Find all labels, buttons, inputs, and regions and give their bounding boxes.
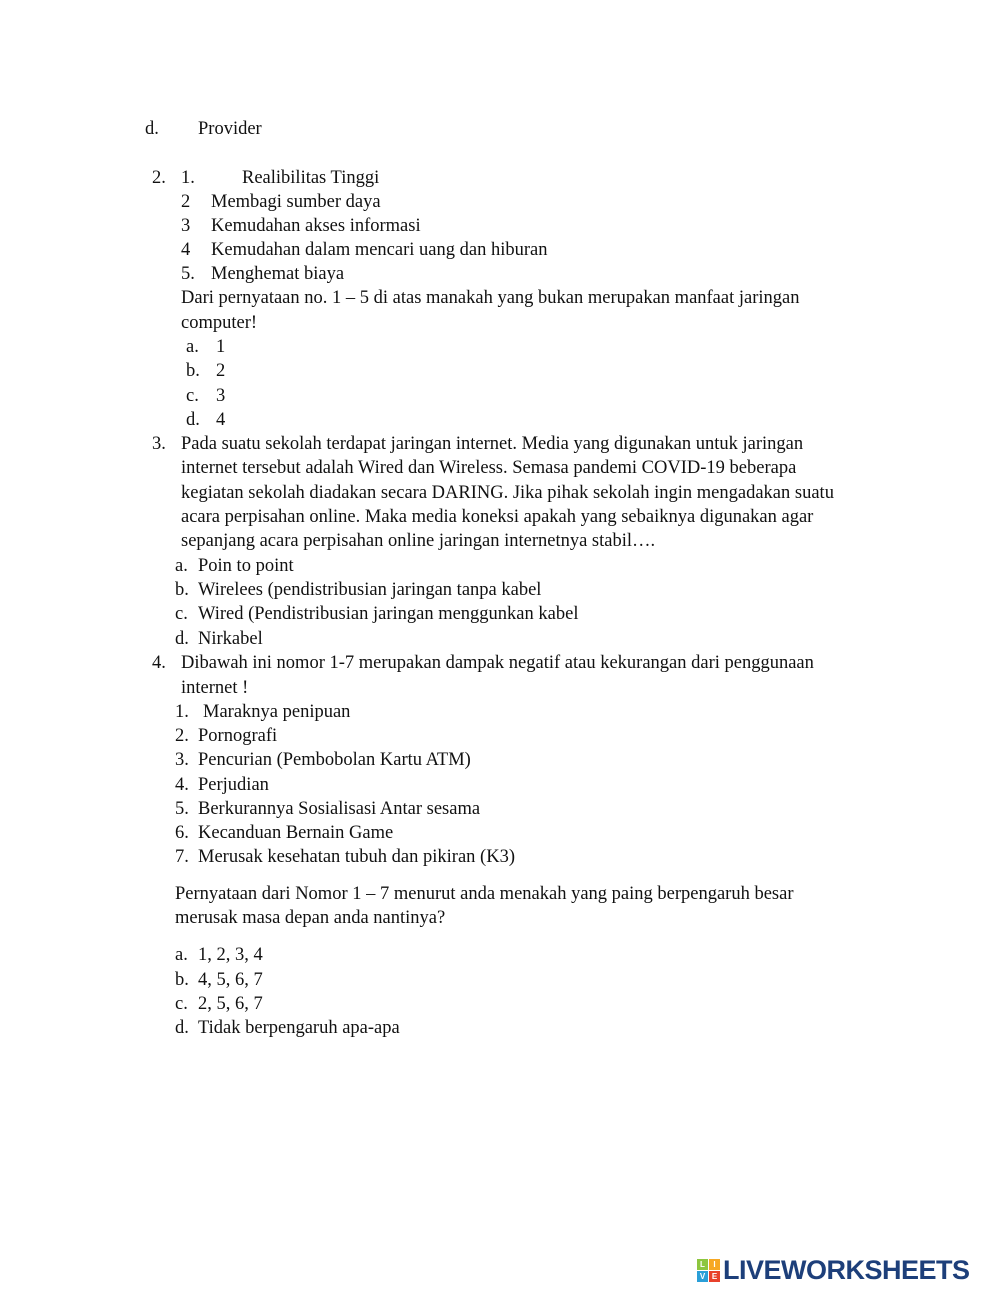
- statement-number: 6.: [175, 823, 189, 843]
- question-text: acara perpisahan online. Maka media koneksi apakah yang sebaiknya digunakan agar: [181, 507, 814, 527]
- question-text: internet !: [181, 678, 249, 698]
- statement-number: 1.: [175, 702, 189, 722]
- statement-text: Kecanduan Bernain Game: [198, 823, 394, 843]
- statement-number: 4.: [175, 775, 189, 795]
- statement-text: Perjudian: [198, 775, 269, 795]
- statement-text: Realibilitas Tinggi: [242, 168, 380, 188]
- statement-text: Kemudahan dalam mencari uang dan hiburan: [211, 240, 548, 260]
- logo-cube: I: [709, 1259, 720, 1270]
- statement-number: 3.: [175, 750, 189, 770]
- question-text: Dari pernyataan no. 1 – 5 di atas manakah yang bukan merupakan manfaat jaringan: [181, 288, 800, 308]
- logo-cube: E: [709, 1271, 720, 1282]
- statement-text: Pencurian (Pembobolan Kartu ATM): [198, 750, 471, 770]
- question-text: internet tersebut adalah Wired dan Wireless. Semasa pandemi COVID-19 beberapa: [181, 458, 797, 478]
- option-text: Wirelees (pendistribusian jaringan tanpa kabel: [198, 580, 542, 600]
- statement-number: 7.: [175, 847, 189, 867]
- question-text: kegiatan sekolah diadakan secara DARING. Jika pihak sekolah ingin mengadakan suatu: [181, 483, 834, 503]
- statement-number: 5.: [175, 799, 189, 819]
- option-text: 3: [216, 386, 226, 406]
- statement-text: Membagi sumber daya: [211, 192, 381, 212]
- question-text: computer!: [181, 313, 258, 333]
- option-label: d.: [186, 410, 200, 430]
- option-text: Poin to point: [198, 556, 294, 576]
- question-text: Pada suatu sekolah terdapat jaringan internet. Media yang digunakan untuk jaringan: [181, 434, 804, 454]
- question-text: Pernyataan dari Nomor 1 – 7 menurut anda menakah yang paing berpengaruh besar: [175, 884, 794, 904]
- option-label: d.: [175, 629, 189, 649]
- question-number: 3.: [152, 434, 166, 454]
- option-label: b.: [186, 361, 200, 381]
- logo-cube: V: [697, 1271, 708, 1282]
- statement-number: 3: [181, 216, 191, 236]
- option-text: Wired (Pendistribusian jaringan menggunkan kabel: [198, 604, 579, 624]
- option-label: b.: [175, 580, 189, 600]
- option-label: a.: [186, 337, 199, 357]
- question-text: Dibawah ini nomor 1-7 merupakan dampak negatif atau kekurangan dari penggunaan: [181, 653, 814, 673]
- option-text: 4: [216, 410, 226, 430]
- option-label: c.: [175, 604, 188, 624]
- option-text: Provider: [198, 119, 262, 139]
- option-text: Nirkabel: [198, 629, 263, 649]
- logo-text: LIVEWORKSHEETS: [723, 1254, 970, 1285]
- logo-cube: L: [697, 1259, 708, 1270]
- statement-text: Berkurannya Sosialisasi Antar sesama: [198, 799, 481, 819]
- option-text: Tidak berpengaruh apa-apa: [198, 1018, 400, 1038]
- statement-text: Merusak kesehatan tubuh dan pikiran (K3): [198, 847, 515, 867]
- option-label: d.: [175, 1018, 189, 1038]
- option-text: 2, 5, 6, 7: [198, 994, 263, 1014]
- question-number: 4.: [152, 653, 166, 673]
- statement-number: 2.: [175, 726, 189, 746]
- statement-text: Kemudahan akses informasi: [211, 216, 421, 236]
- option-text: 1: [216, 337, 226, 357]
- option-label: c.: [175, 994, 188, 1014]
- question-text: merusak masa depan anda nantinya?: [175, 908, 446, 928]
- option-text: 4, 5, 6, 7: [198, 970, 263, 990]
- option-label: c.: [186, 386, 199, 406]
- statement-text: Pornografi: [198, 726, 278, 746]
- statement-text: Menghemat biaya: [211, 264, 345, 284]
- logo-cubes-icon: [697, 1259, 720, 1282]
- statement-number: 2: [181, 192, 191, 212]
- option-text: 2: [216, 361, 226, 381]
- option-label: b.: [175, 970, 189, 990]
- statement-number: 4: [181, 240, 191, 260]
- statement-number: 1.: [181, 168, 195, 188]
- statement-number: 5.: [181, 264, 195, 284]
- liveworksheets-logo: [697, 1255, 970, 1285]
- option-label: a.: [175, 945, 188, 965]
- option-label: d.: [145, 119, 159, 139]
- option-label: a.: [175, 556, 188, 576]
- question-text: sepanjang acara perpisahan online jaringan internetnya stabil….: [181, 531, 656, 551]
- question-number: 2.: [152, 168, 166, 188]
- option-text: 1, 2, 3, 4: [198, 945, 263, 965]
- statement-text: Maraknya penipuan: [203, 702, 351, 722]
